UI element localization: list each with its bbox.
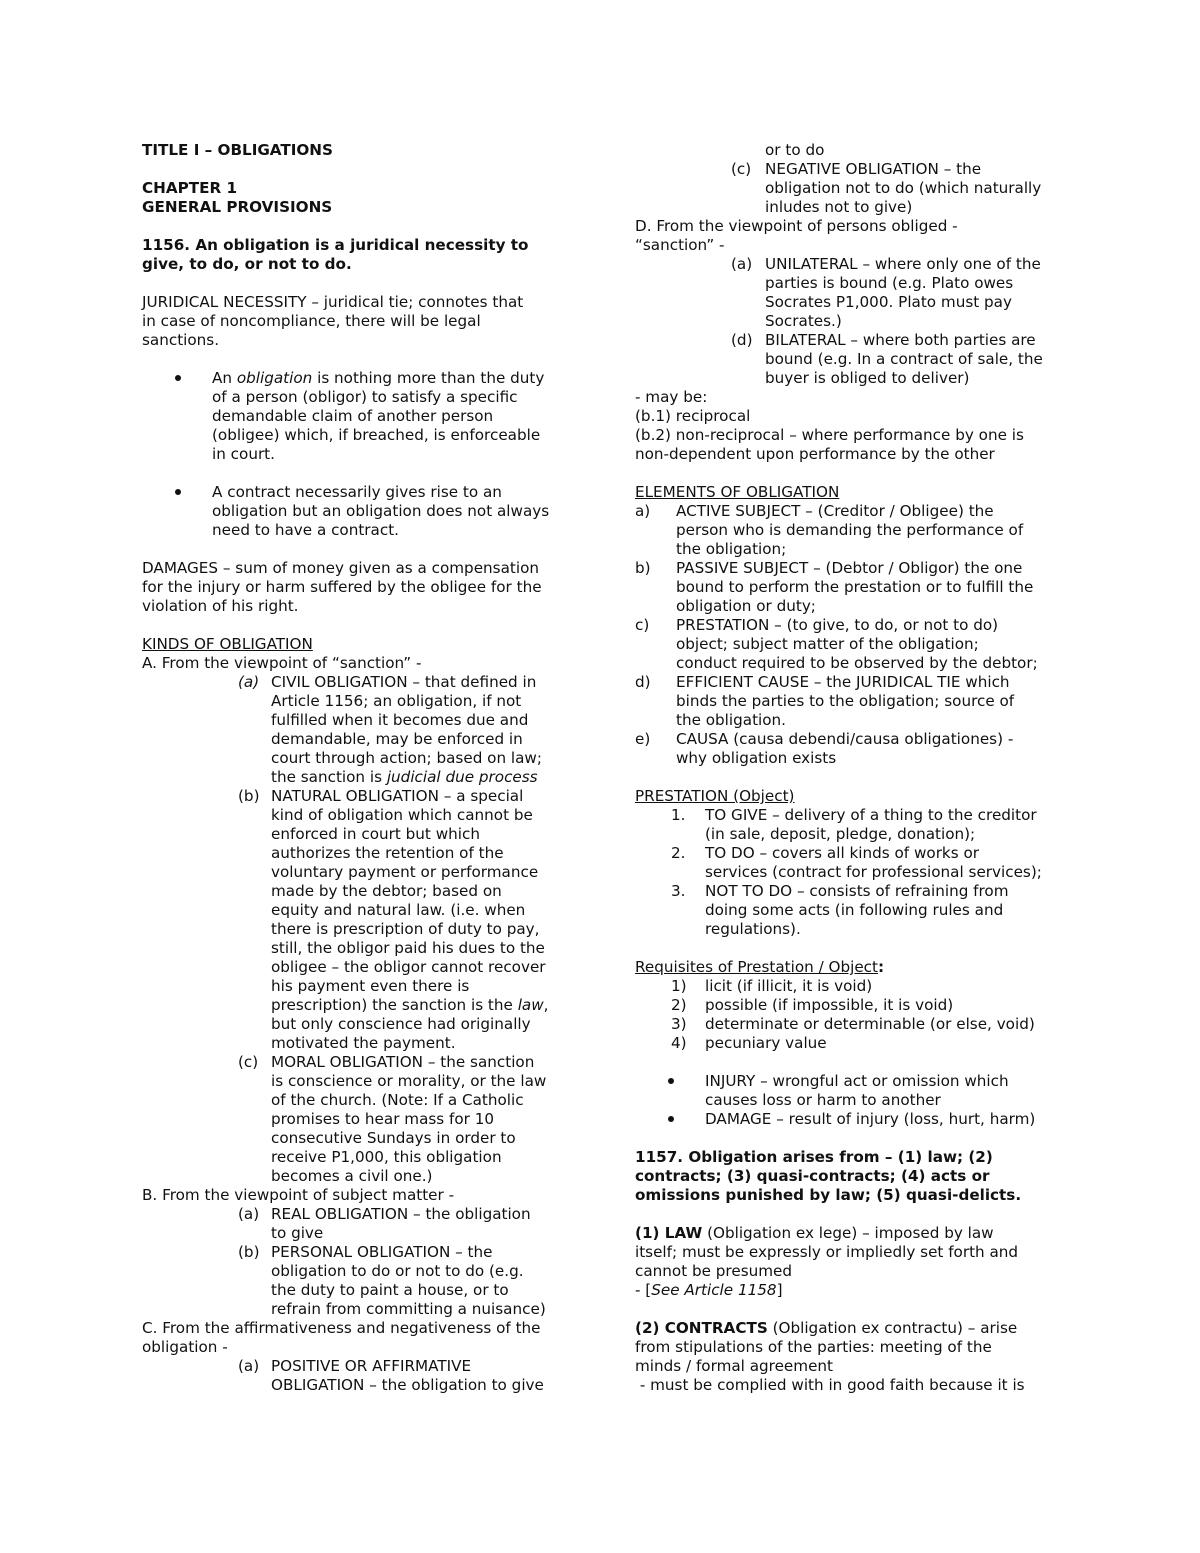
juridical-necessity-line: JURIDICAL NECESSITY – juridical tie; connotes that <box>142 293 524 311</box>
bullet-item-damage: DAMAGE – result of injury (loss, hurt, harm) <box>635 1110 1075 1129</box>
bullet-icon <box>175 369 183 377</box>
left-column <box>142 141 572 1395</box>
contracts-source-line: from stipulations of the parties: meeting of the <box>635 1338 992 1356</box>
moral-obligation-item: (c) MORAL OBLIGATION – the sanction is conscience or morality, or the law of the church. (Note: If a Catholic promises to hear mass for 10 consecutive Sundays in order to receive P1,000, this obligation becomes a civil one.) <box>238 1053 547 1185</box>
unilateral-item: (a) UNILATERAL – where only one of the parties is bound (e.g. Plato owes Socrates P1,000. Plato must pay Socrates.) <box>731 255 1041 330</box>
kinds-d-heading: D. From the viewpoint of persons obliged - <box>635 217 958 235</box>
contracts-source-line: minds / formal agreement <box>635 1357 833 1375</box>
obligation-emphasis: obligation <box>236 369 313 387</box>
law-source-line: (1) LAW (Obligation ex lege) – imposed by law <box>635 1224 994 1242</box>
kinds-c-heading: C. From the affirmativeness and negativeness of the <box>142 1319 541 1337</box>
kinds-d-heading: “sanction” - <box>635 236 725 254</box>
element-item: b) PASSIVE SUBJECT – (Debtor / Obligor) the one bound to perform the prestation or to fulfill the obligation or duty; <box>635 559 1034 615</box>
chapter-title: GENERAL PROVISIONS <box>142 198 333 216</box>
kinds-c-heading: obligation - <box>142 1338 228 1356</box>
positive-obligation-item: (a) POSITIVE OR AFFIRMATIVE OBLIGATION – the obligation to give <box>238 1357 544 1394</box>
article-1157-line: omissions punished by law; (5) quasi-delicts. <box>635 1186 1022 1204</box>
prestation-item: 1. TO GIVE – delivery of a thing to the creditor (in sale, deposit, pledge, donation); <box>671 806 1037 843</box>
positive-obligation-continued: or to do <box>765 141 825 159</box>
bilateral-item: (d) BILATERAL – where both parties are bound (e.g. In a contract of sale, the buyer is obliged to deliver) <box>731 331 1043 387</box>
civil-obligation-item: (a) CIVIL OBLIGATION – that defined in Article 1156; an obligation, if not fulfilled when it becomes due and demandable, may be enforced in court through action; based on law; the sanction is judicial due process <box>238 673 542 786</box>
damages-line: for the injury or harm suffered by the obligee for the <box>142 578 542 596</box>
requisite-item: 4) pecuniary value <box>671 1034 827 1052</box>
bullet-icon <box>668 1110 676 1118</box>
right-column <box>635 141 1075 1395</box>
personal-obligation-item: (b) PERSONAL OBLIGATION – the obligation to do or not to do (e.g. the duty to paint a house, or to refrain from committing a nuisance) <box>238 1243 546 1318</box>
juridical-necessity-line: in case of noncompliance, there will be legal <box>142 312 481 330</box>
element-item: c) PRESTATION – (to give, to do, or not to do) object; subject matter of the obligation; conduct required to be observed by the debtor; <box>635 616 1038 672</box>
requisite-item: 2) possible (if impossible, it is void) <box>671 996 954 1014</box>
damages-line: DAMAGES – sum of money given as a compensation <box>142 559 539 577</box>
article-1157-line: 1157. Obligation arises from – (1) law; (2) <box>635 1148 993 1166</box>
title-heading: TITLE I – OBLIGATIONS <box>142 141 333 159</box>
article-1156-line-2: give, to do, or not to do. <box>142 255 352 273</box>
law-source-line: cannot be presumed <box>635 1262 793 1280</box>
bullet-icon <box>175 483 183 491</box>
requisites-heading: Requisites of Prestation / Object: <box>635 958 885 976</box>
contracts-source-line: - must be complied with in good faith because it is <box>635 1376 1025 1394</box>
kinds-of-obligation-heading: KINDS OF OBLIGATION <box>142 635 313 653</box>
prestation-heading: PRESTATION (Object) <box>635 787 795 805</box>
article-1156-line-1: 1156. An obligation is a juridical necessity to <box>142 236 529 254</box>
reciprocal-line: (b.1) reciprocal <box>635 407 751 425</box>
natural-obligation-item: (b) NATURAL OBLIGATION – a special kind of obligation which cannot be enforced in court but which authorizes the retention of the voluntary payment or performance made by the debtor; based on equity and natural law. (i.e. when there is prescription of duty to pay, still, the obligor paid his dues to the obligee – the obligor cannot recover his payment even there is prescription) the sanction is the law, but only conscience had originally motivated the payment. <box>238 787 549 1052</box>
juridical-necessity-line: sanctions. <box>142 331 220 349</box>
element-item: a) ACTIVE SUBJECT – (Creditor / Obligee) the person who is demanding the performance of the obligation; <box>635 502 1024 558</box>
non-reciprocal-line: (b.2) non-reciprocal – where performance by one is <box>635 426 1024 444</box>
bullet-item-obligation: An obligation is nothing more than the duty of a person (obligor) to satisfy a specific demandable claim of another person (obligee) which, if breached, is enforceable in court. <box>142 369 572 464</box>
may-be-line: - may be: <box>635 388 708 406</box>
chapter-heading: CHAPTER 1 <box>142 179 238 197</box>
elements-heading: ELEMENTS OF OBLIGATION <box>635 483 840 501</box>
negative-obligation-item: (c) NEGATIVE OBLIGATION – the obligation not to do (which naturally inludes not to give) <box>731 160 1042 216</box>
bullet-item-injury: INJURY – wrongful act or omission which causes loss or harm to another <box>635 1072 1075 1110</box>
real-obligation-item: (a) REAL OBLIGATION – the obligation to give <box>238 1205 531 1242</box>
kinds-a-heading: A. From the viewpoint of “sanction” - <box>142 654 422 672</box>
kinds-b-heading: B. From the viewpoint of subject matter - <box>142 1186 455 1204</box>
elements-list <box>635 502 1075 768</box>
prestation-item: 3. NOT TO DO – consists of refraining from doing some acts (in following rules and regulations). <box>671 882 1009 938</box>
bullet-item-contract: A contract necessarily gives rise to an obligation but an obligation does not always need to have a contract. <box>142 483 572 540</box>
requisite-item: 1) licit (if illicit, it is void) <box>671 977 873 995</box>
damages-line: violation of his right. <box>142 597 299 615</box>
element-item: d) EFFICIENT CAUSE – the JURIDICAL TIE which binds the parties to the obligation; source of the obligation. <box>635 673 1015 729</box>
see-article-1158-ref: - [See Article 1158] <box>635 1281 783 1299</box>
contracts-source-line: (2) CONTRACTS (Obligation ex contractu) – arise <box>635 1319 1018 1337</box>
prestation-item: 2. TO DO – covers all kinds of works or services (contract for professional services); <box>671 844 1042 881</box>
bullet-icon <box>668 1072 676 1080</box>
law-source-line: itself; must be expressly or impliedly set forth and <box>635 1243 1019 1261</box>
non-reciprocal-line: non-dependent upon performance by the other <box>635 445 995 463</box>
article-1157-line: contracts; (3) quasi-contracts; (4) acts or <box>635 1167 990 1185</box>
element-item: e) CAUSA (causa debendi/causa obligationes) - why obligation exists <box>635 730 1014 767</box>
requisite-item: 3) determinate or determinable (or else, void) <box>671 1015 1035 1033</box>
